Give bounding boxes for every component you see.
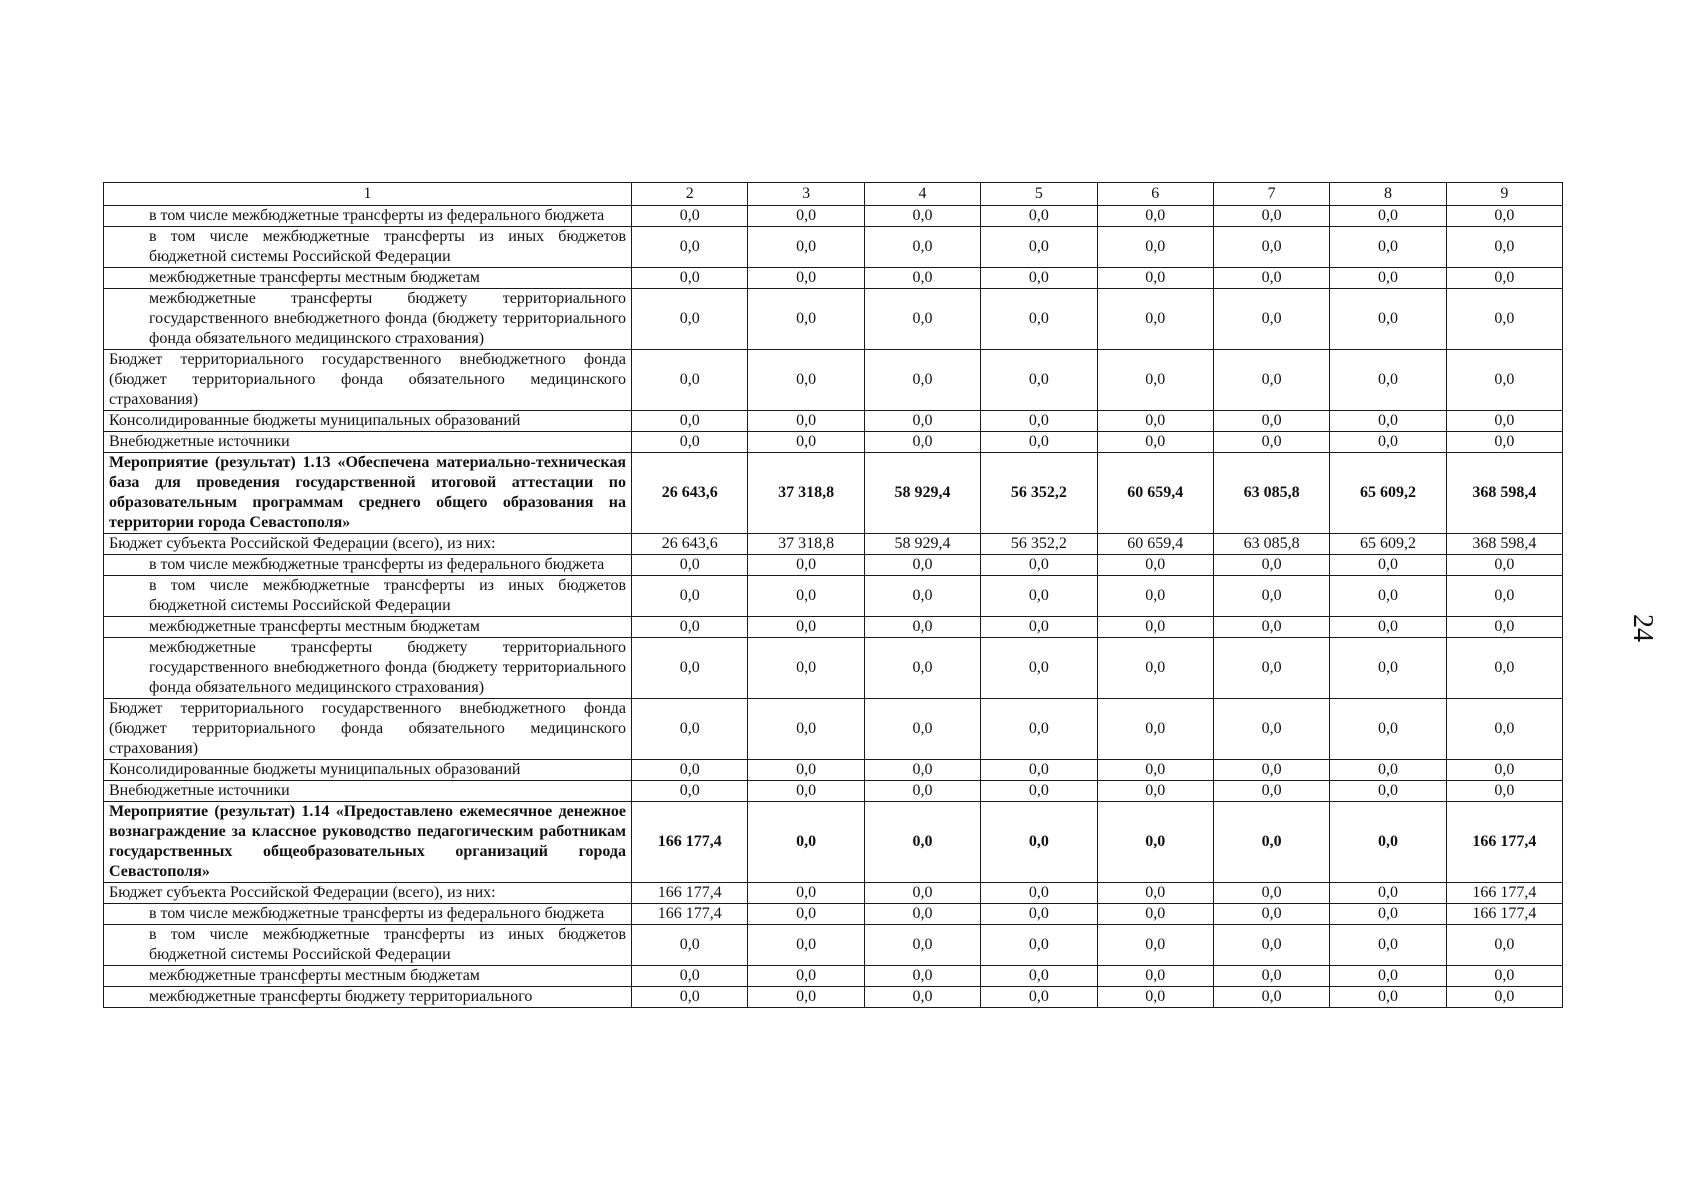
column-header: 6 <box>1097 183 1213 206</box>
value-cell: 65 609,2 <box>1330 534 1446 555</box>
value-cell: 0,0 <box>864 289 980 350</box>
value-cell: 0,0 <box>748 760 864 781</box>
value-cell: 166 177,4 <box>1446 802 1562 883</box>
value-cell: 0,0 <box>1330 411 1446 432</box>
value-cell: 0,0 <box>1213 925 1329 966</box>
table-row <box>104 925 1563 966</box>
value-cell: 368 598,4 <box>1446 453 1562 534</box>
value-cell: 0,0 <box>1446 555 1562 576</box>
value-cell: 63 085,8 <box>1213 534 1329 555</box>
value-cell: 0,0 <box>1097 350 1213 411</box>
value-cell: 0,0 <box>1330 227 1446 268</box>
value-cell: 0,0 <box>1213 699 1329 760</box>
value-cell: 0,0 <box>981 350 1097 411</box>
value-cell: 0,0 <box>981 925 1097 966</box>
value-cell: 0,0 <box>1213 576 1329 617</box>
value-cell: 0,0 <box>1446 289 1562 350</box>
value-cell: 0,0 <box>1213 227 1329 268</box>
value-cell: 0,0 <box>981 760 1097 781</box>
value-cell: 56 352,2 <box>981 453 1097 534</box>
value-cell: 166 177,4 <box>1446 883 1562 904</box>
value-cell: 0,0 <box>864 350 980 411</box>
value-cell: 0,0 <box>1213 760 1329 781</box>
value-cell: 0,0 <box>1330 883 1446 904</box>
value-cell: 0,0 <box>1097 883 1213 904</box>
value-cell: 0,0 <box>1213 555 1329 576</box>
value-cell: 0,0 <box>748 555 864 576</box>
value-cell: 0,0 <box>748 802 864 883</box>
value-cell: 0,0 <box>632 576 748 617</box>
value-cell: 0,0 <box>1330 576 1446 617</box>
value-cell: 0,0 <box>1097 638 1213 699</box>
row-label: межбюджетные трансферты местным бюджетам <box>104 966 632 987</box>
value-cell: 0,0 <box>1097 760 1213 781</box>
table-row <box>104 411 1563 432</box>
column-header: 4 <box>864 183 980 206</box>
value-cell: 0,0 <box>864 617 980 638</box>
value-cell: 0,0 <box>1330 987 1446 1008</box>
value-cell: 0,0 <box>864 227 980 268</box>
value-cell: 0,0 <box>748 966 864 987</box>
row-label: Мероприятие (результат) 1.14 «Предоставлено ежемесячное денежное вознаграждение за классное руководство педагогическим работникам государственных общеобразовательных организаций города Севастополя» <box>104 802 632 883</box>
column-header: 9 <box>1446 183 1562 206</box>
value-cell: 0,0 <box>1213 987 1329 1008</box>
value-cell: 0,0 <box>632 925 748 966</box>
row-label: межбюджетные трансферты бюджету территориального государственного внебюджетного фонда (бюджету территориального фонда обязательного медицинского страхования) <box>104 289 632 350</box>
value-cell: 0,0 <box>632 987 748 1008</box>
value-cell: 0,0 <box>748 576 864 617</box>
row-label: межбюджетные трансферты бюджету территориального <box>104 987 632 1008</box>
row-label: в том числе межбюджетные трансферты из иных бюджетов бюджетной системы Российской Федерации <box>104 227 632 268</box>
value-cell: 0,0 <box>632 966 748 987</box>
value-cell: 0,0 <box>1330 555 1446 576</box>
value-cell: 0,0 <box>864 904 980 925</box>
table-row <box>104 206 1563 227</box>
value-cell: 0,0 <box>1330 925 1446 966</box>
table-row <box>104 227 1563 268</box>
value-cell: 0,0 <box>1213 781 1329 802</box>
table-row <box>104 781 1563 802</box>
row-label: в том числе межбюджетные трансферты из федерального бюджета <box>104 206 632 227</box>
value-cell: 0,0 <box>981 883 1097 904</box>
value-cell: 0,0 <box>1097 576 1213 617</box>
value-cell: 0,0 <box>1330 206 1446 227</box>
value-cell: 0,0 <box>1330 904 1446 925</box>
value-cell: 0,0 <box>981 987 1097 1008</box>
value-cell: 0,0 <box>632 760 748 781</box>
column-header: 2 <box>632 183 748 206</box>
value-cell: 0,0 <box>864 781 980 802</box>
value-cell: 0,0 <box>1213 883 1329 904</box>
value-cell: 0,0 <box>864 925 980 966</box>
row-label: в том числе межбюджетные трансферты из иных бюджетов бюджетной системы Российской Федерации <box>104 925 632 966</box>
value-cell: 0,0 <box>1330 699 1446 760</box>
value-cell: 0,0 <box>748 227 864 268</box>
value-cell: 0,0 <box>748 883 864 904</box>
value-cell: 166 177,4 <box>632 883 748 904</box>
value-cell: 37 318,8 <box>748 534 864 555</box>
table-row <box>104 534 1563 555</box>
value-cell: 0,0 <box>632 289 748 350</box>
value-cell: 0,0 <box>981 966 1097 987</box>
value-cell: 0,0 <box>632 350 748 411</box>
value-cell: 0,0 <box>1097 206 1213 227</box>
value-cell: 0,0 <box>748 350 864 411</box>
table-row <box>104 350 1563 411</box>
value-cell: 26 643,6 <box>632 534 748 555</box>
value-cell: 0,0 <box>1213 411 1329 432</box>
table-row <box>104 268 1563 289</box>
value-cell: 0,0 <box>981 555 1097 576</box>
value-cell: 0,0 <box>1097 411 1213 432</box>
value-cell: 0,0 <box>1097 904 1213 925</box>
value-cell: 0,0 <box>981 289 1097 350</box>
table-row <box>104 638 1563 699</box>
value-cell: 166 177,4 <box>632 904 748 925</box>
value-cell: 0,0 <box>981 802 1097 883</box>
value-cell: 0,0 <box>632 699 748 760</box>
column-header: 7 <box>1213 183 1329 206</box>
value-cell: 60 659,4 <box>1097 534 1213 555</box>
value-cell: 0,0 <box>981 576 1097 617</box>
value-cell: 0,0 <box>748 925 864 966</box>
value-cell: 0,0 <box>1330 638 1446 699</box>
value-cell: 0,0 <box>748 289 864 350</box>
table-row <box>104 802 1563 883</box>
value-cell: 0,0 <box>1213 268 1329 289</box>
value-cell: 0,0 <box>748 411 864 432</box>
row-label: межбюджетные трансферты местным бюджетам <box>104 617 632 638</box>
value-cell: 0,0 <box>864 555 980 576</box>
row-label: в том числе межбюджетные трансферты из иных бюджетов бюджетной системы Российской Федерации <box>104 576 632 617</box>
value-cell: 368 598,4 <box>1446 534 1562 555</box>
value-cell: 0,0 <box>864 987 980 1008</box>
row-label: Бюджет территориального государственного внебюджетного фонда (бюджет территориального фонда обязательного медицинского страхования) <box>104 699 632 760</box>
value-cell: 0,0 <box>1097 781 1213 802</box>
value-cell: 0,0 <box>1330 760 1446 781</box>
value-cell: 0,0 <box>1213 350 1329 411</box>
column-header: 5 <box>981 183 1097 206</box>
value-cell: 0,0 <box>981 411 1097 432</box>
value-cell: 26 643,6 <box>632 453 748 534</box>
column-header: 3 <box>748 183 864 206</box>
value-cell: 0,0 <box>1213 904 1329 925</box>
table-row <box>104 432 1563 453</box>
value-cell: 63 085,8 <box>1213 453 1329 534</box>
value-cell: 60 659,4 <box>1097 453 1213 534</box>
row-label: Консолидированные бюджеты муниципальных образований <box>104 411 632 432</box>
value-cell: 58 929,4 <box>864 534 980 555</box>
value-cell: 0,0 <box>1213 802 1329 883</box>
value-cell: 0,0 <box>1330 617 1446 638</box>
value-cell: 0,0 <box>632 432 748 453</box>
table-row <box>104 289 1563 350</box>
value-cell: 0,0 <box>981 638 1097 699</box>
value-cell: 0,0 <box>1097 966 1213 987</box>
value-cell: 0,0 <box>1446 638 1562 699</box>
value-cell: 0,0 <box>1097 987 1213 1008</box>
value-cell: 0,0 <box>864 802 980 883</box>
column-header: 8 <box>1330 183 1446 206</box>
value-cell: 0,0 <box>632 268 748 289</box>
row-label: Внебюджетные источники <box>104 781 632 802</box>
value-cell: 0,0 <box>1446 760 1562 781</box>
value-cell: 166 177,4 <box>1446 904 1562 925</box>
table-row <box>104 699 1563 760</box>
value-cell: 0,0 <box>1097 432 1213 453</box>
value-cell: 0,0 <box>1446 699 1562 760</box>
value-cell: 0,0 <box>1213 206 1329 227</box>
value-cell: 0,0 <box>748 268 864 289</box>
value-cell: 0,0 <box>864 966 980 987</box>
value-cell: 0,0 <box>632 411 748 432</box>
value-cell: 0,0 <box>1446 781 1562 802</box>
row-label: межбюджетные трансферты местным бюджетам <box>104 268 632 289</box>
value-cell: 0,0 <box>1097 555 1213 576</box>
value-cell: 0,0 <box>864 268 980 289</box>
value-cell: 0,0 <box>748 432 864 453</box>
value-cell: 0,0 <box>1446 268 1562 289</box>
table-row <box>104 617 1563 638</box>
value-cell: 0,0 <box>981 206 1097 227</box>
value-cell: 0,0 <box>1097 802 1213 883</box>
value-cell: 0,0 <box>632 555 748 576</box>
value-cell: 0,0 <box>1213 432 1329 453</box>
table-row <box>104 966 1563 987</box>
value-cell: 0,0 <box>632 227 748 268</box>
row-label: межбюджетные трансферты бюджету территориального государственного внебюджетного фонда (бюджету территориального фонда обязательного медицинского страхования) <box>104 638 632 699</box>
value-cell: 0,0 <box>1446 966 1562 987</box>
value-cell: 0,0 <box>1213 289 1329 350</box>
value-cell: 0,0 <box>1213 617 1329 638</box>
value-cell: 0,0 <box>1446 576 1562 617</box>
value-cell: 0,0 <box>632 781 748 802</box>
value-cell: 0,0 <box>864 206 980 227</box>
table-body <box>104 206 1563 1008</box>
column-header: 1 <box>104 183 632 206</box>
value-cell: 0,0 <box>981 781 1097 802</box>
value-cell: 0,0 <box>864 576 980 617</box>
value-cell: 0,0 <box>1330 268 1446 289</box>
table-row <box>104 576 1563 617</box>
value-cell: 0,0 <box>1213 638 1329 699</box>
value-cell: 0,0 <box>1330 432 1446 453</box>
value-cell: 0,0 <box>981 617 1097 638</box>
value-cell: 0,0 <box>1446 411 1562 432</box>
table-row <box>104 883 1563 904</box>
table-row <box>104 760 1563 781</box>
row-label: Консолидированные бюджеты муниципальных образований <box>104 760 632 781</box>
row-label: Мероприятие (результат) 1.13 «Обеспечена материально-техническая база для проведения государственной итоговой аттестации по образовательным программам среднего общего образования на территории города Севастополя» <box>104 453 632 534</box>
value-cell: 0,0 <box>748 904 864 925</box>
value-cell: 0,0 <box>1330 966 1446 987</box>
value-cell: 0,0 <box>1446 617 1562 638</box>
row-label: Внебюджетные источники <box>104 432 632 453</box>
value-cell: 0,0 <box>632 206 748 227</box>
budget-table <box>103 182 1563 1008</box>
value-cell: 0,0 <box>748 638 864 699</box>
value-cell: 0,0 <box>1446 227 1562 268</box>
value-cell: 0,0 <box>632 617 748 638</box>
value-cell: 0,0 <box>1097 699 1213 760</box>
value-cell: 0,0 <box>981 432 1097 453</box>
value-cell: 0,0 <box>1446 432 1562 453</box>
value-cell: 0,0 <box>748 206 864 227</box>
value-cell: 0,0 <box>981 268 1097 289</box>
value-cell: 0,0 <box>981 227 1097 268</box>
value-cell: 0,0 <box>1330 781 1446 802</box>
value-cell: 0,0 <box>864 883 980 904</box>
value-cell: 0,0 <box>864 411 980 432</box>
row-label: в том числе межбюджетные трансферты из федерального бюджета <box>104 555 632 576</box>
row-label: Бюджет субъекта Российской Федерации (всего), из них: <box>104 883 632 904</box>
column-number-row <box>104 183 1563 206</box>
value-cell: 0,0 <box>1446 206 1562 227</box>
value-cell: 0,0 <box>748 781 864 802</box>
value-cell: 0,0 <box>1097 617 1213 638</box>
table-row <box>104 453 1563 534</box>
value-cell: 0,0 <box>1097 268 1213 289</box>
page-number: 24 <box>1627 614 1658 642</box>
row-label: в том числе межбюджетные трансферты из федерального бюджета <box>104 904 632 925</box>
value-cell: 0,0 <box>1213 966 1329 987</box>
value-cell: 0,0 <box>981 904 1097 925</box>
value-cell: 65 609,2 <box>1330 453 1446 534</box>
value-cell: 0,0 <box>1097 227 1213 268</box>
value-cell: 0,0 <box>864 432 980 453</box>
value-cell: 166 177,4 <box>632 802 748 883</box>
value-cell: 0,0 <box>1097 925 1213 966</box>
value-cell: 56 352,2 <box>981 534 1097 555</box>
value-cell: 0,0 <box>748 987 864 1008</box>
row-label: Бюджет территориального государственного внебюджетного фонда (бюджет территориального фонда обязательного медицинского страхования) <box>104 350 632 411</box>
value-cell: 0,0 <box>1446 925 1562 966</box>
value-cell: 0,0 <box>748 617 864 638</box>
value-cell: 0,0 <box>1446 350 1562 411</box>
value-cell: 0,0 <box>864 760 980 781</box>
table-row <box>104 904 1563 925</box>
value-cell: 0,0 <box>1330 350 1446 411</box>
value-cell: 0,0 <box>864 638 980 699</box>
table-row <box>104 987 1563 1008</box>
value-cell: 0,0 <box>748 699 864 760</box>
value-cell: 0,0 <box>1330 802 1446 883</box>
value-cell: 58 929,4 <box>864 453 980 534</box>
value-cell: 0,0 <box>1330 289 1446 350</box>
value-cell: 0,0 <box>981 699 1097 760</box>
value-cell: 0,0 <box>1097 289 1213 350</box>
value-cell: 0,0 <box>632 638 748 699</box>
value-cell: 0,0 <box>1446 987 1562 1008</box>
row-label: Бюджет субъекта Российской Федерации (всего), из них: <box>104 534 632 555</box>
value-cell: 0,0 <box>864 699 980 760</box>
value-cell: 37 318,8 <box>748 453 864 534</box>
table-row <box>104 555 1563 576</box>
